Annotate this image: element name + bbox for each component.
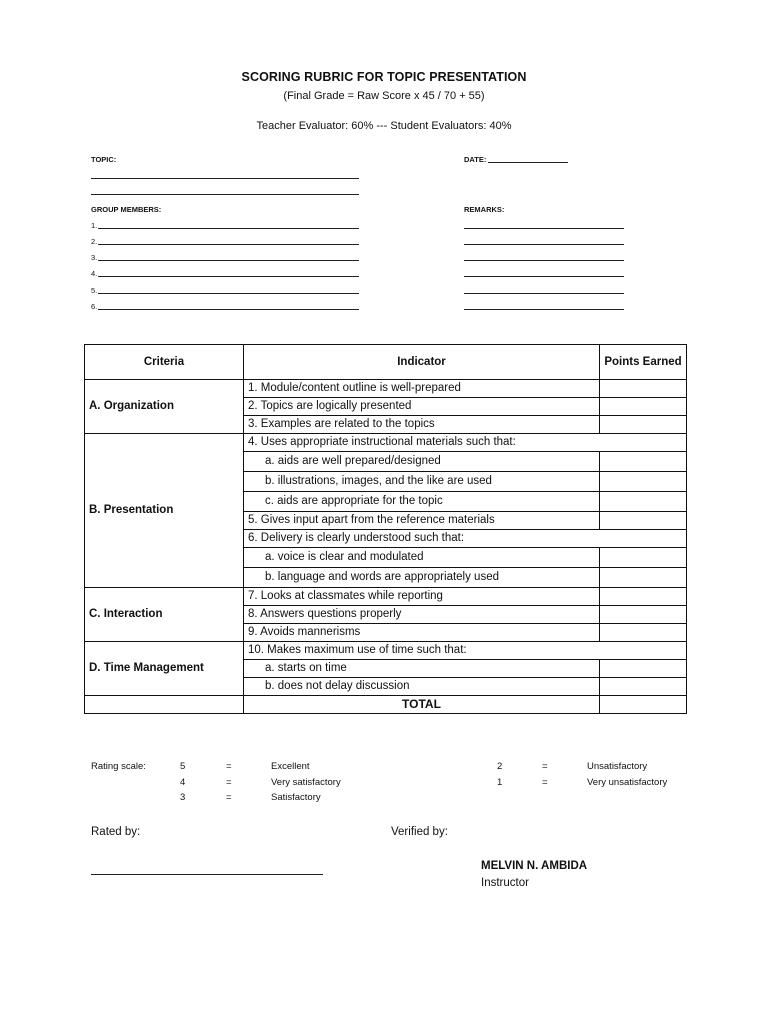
- rating-desc: Very unsatisfactory: [587, 777, 668, 788]
- rating-equals: =: [226, 792, 232, 803]
- member-number: 4.: [91, 269, 98, 278]
- date-line[interactable]: [488, 162, 568, 163]
- total-blank-cell: [85, 696, 244, 714]
- indicator-cell: 2. Topics are logically presented: [244, 398, 600, 416]
- topic-line-2[interactable]: [91, 194, 359, 195]
- indicator-cell: 4. Uses appropriate instructional materials such that:: [244, 434, 687, 452]
- instructor-title: Instructor: [481, 877, 529, 889]
- indicator-cell: a. voice is clear and modulated: [244, 548, 600, 568]
- criteria-organization: A. Organization: [85, 380, 244, 434]
- remarks-line-6[interactable]: [464, 309, 624, 310]
- grade-formula: (Final Grade = Raw Score x 45 / 70 + 55): [283, 90, 485, 102]
- indicator-header: Indicator: [244, 345, 600, 380]
- indicator-cell: 7. Looks at classmates while reporting: [244, 588, 600, 606]
- criteria-header: Criteria: [85, 345, 244, 380]
- points-cell[interactable]: [600, 380, 687, 398]
- member-line-2[interactable]: [98, 244, 359, 245]
- total-points-cell[interactable]: [600, 696, 687, 714]
- indicator-cell: 1. Module/content outline is well-prepared: [244, 380, 600, 398]
- group-members-label: GROUP MEMBERS:: [91, 205, 162, 214]
- total-label: TOTAL: [244, 696, 600, 714]
- indicator-cell: 6. Delivery is clearly understood such that:: [244, 530, 687, 548]
- indicator-cell: b. illustrations, images, and the like are used: [244, 472, 600, 492]
- points-cell[interactable]: [600, 624, 687, 642]
- rating-desc: Satisfactory: [271, 792, 321, 803]
- indicator-cell: 5. Gives input apart from the reference materials: [244, 512, 600, 530]
- remarks-line-3[interactable]: [464, 260, 624, 261]
- member-line-6[interactable]: [98, 309, 359, 310]
- member-number: 6.: [91, 302, 98, 311]
- points-cell[interactable]: [600, 472, 687, 492]
- topic-label: TOPIC:: [91, 155, 117, 164]
- table-header-row: [85, 345, 687, 380]
- indicator-cell: c. aids are appropriate for the topic: [244, 492, 600, 512]
- indicator-cell: b. does not delay discussion: [244, 678, 600, 696]
- points-cell[interactable]: [600, 548, 687, 568]
- rater-signature-line[interactable]: [91, 874, 323, 875]
- indicator-cell: a. aids are well prepared/designed: [244, 452, 600, 472]
- rating-scale-label: Rating scale:: [91, 761, 146, 772]
- member-line-4[interactable]: [98, 276, 359, 277]
- rating-equals: =: [226, 761, 232, 772]
- rating-equals: =: [542, 761, 548, 772]
- topic-line-1[interactable]: [91, 178, 359, 179]
- remarks-line-4[interactable]: [464, 276, 624, 277]
- instructor-name: MELVIN N. AMBIDA: [481, 860, 588, 872]
- rated-by-label: Rated by:: [91, 826, 141, 838]
- table-row: [85, 588, 687, 606]
- rating-score: 3: [180, 792, 186, 803]
- points-cell[interactable]: [600, 398, 687, 416]
- verified-by-label: Verified by:: [391, 826, 448, 838]
- rating-equals: =: [226, 777, 232, 788]
- rating-equals: =: [542, 777, 548, 788]
- remarks-label: REMARKS:: [464, 205, 505, 214]
- points-cell[interactable]: [600, 492, 687, 512]
- remarks-line-1[interactable]: [464, 228, 624, 229]
- member-line-5[interactable]: [98, 293, 359, 294]
- points-cell[interactable]: [600, 452, 687, 472]
- indicator-cell: 10. Makes maximum use of time such that:: [244, 642, 687, 660]
- member-line-3[interactable]: [98, 260, 359, 261]
- member-number: 5.: [91, 286, 98, 295]
- points-cell[interactable]: [600, 588, 687, 606]
- criteria-time-management: D. Time Management: [85, 642, 244, 696]
- member-number: 2.: [91, 237, 98, 246]
- member-number: 1.: [91, 221, 98, 230]
- document-title: SCORING RUBRIC FOR TOPIC PRESENTATION: [241, 70, 527, 84]
- rubric-table: [84, 344, 687, 714]
- indicator-cell: 9. Avoids mannerisms: [244, 624, 600, 642]
- rating-score: 1: [497, 777, 503, 788]
- indicator-cell: a. starts on time: [244, 660, 600, 678]
- indicator-cell: 3. Examples are related to the topics: [244, 416, 600, 434]
- criteria-presentation: B. Presentation: [85, 434, 244, 588]
- member-line-1[interactable]: [98, 228, 359, 229]
- rating-score: 5: [180, 761, 186, 772]
- points-header: Points Earned: [600, 345, 687, 380]
- points-cell[interactable]: [600, 568, 687, 588]
- points-cell[interactable]: [600, 660, 687, 678]
- table-row: [85, 434, 687, 452]
- table-row: [85, 642, 687, 660]
- points-cell[interactable]: [600, 606, 687, 624]
- criteria-interaction: C. Interaction: [85, 588, 244, 642]
- indicator-cell: 8. Answers questions properly: [244, 606, 600, 624]
- member-number: 3.: [91, 253, 98, 262]
- indicator-cell: b. language and words are appropriately used: [244, 568, 600, 588]
- evaluator-weights: Teacher Evaluator: 60% --- Student Evaluators: 40%: [256, 120, 512, 132]
- points-cell[interactable]: [600, 512, 687, 530]
- points-cell[interactable]: [600, 416, 687, 434]
- table-row: [85, 380, 687, 398]
- total-row: [85, 696, 687, 714]
- rating-desc: Excellent: [271, 761, 310, 772]
- remarks-line-5[interactable]: [464, 293, 624, 294]
- remarks-line-2[interactable]: [464, 244, 624, 245]
- rating-desc: Unsatisfactory: [587, 761, 648, 772]
- rating-desc: Very satisfactory: [271, 777, 341, 788]
- rating-score: 4: [180, 777, 186, 788]
- rating-score: 2: [497, 761, 503, 772]
- date-label: DATE:: [464, 155, 487, 164]
- points-cell[interactable]: [600, 678, 687, 696]
